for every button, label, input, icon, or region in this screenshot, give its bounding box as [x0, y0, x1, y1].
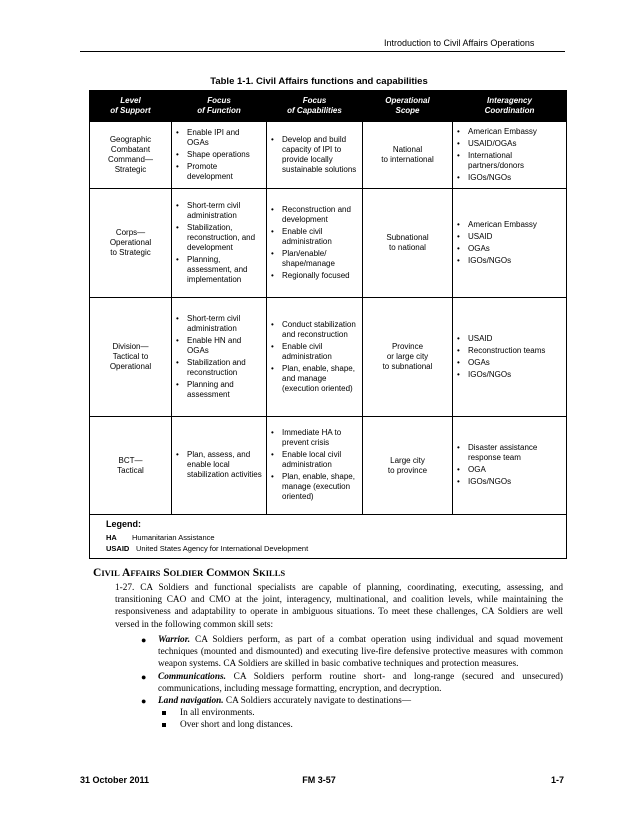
list-item: • Enable local civil administration: [270, 450, 359, 470]
list-item: • Planning, assessment, and implementation: [175, 255, 263, 285]
legend-row: [90, 515, 567, 559]
bullet-icon: ●: [141, 635, 147, 645]
list-item: • International partners/donors: [456, 151, 563, 171]
coordination-cell: [453, 122, 567, 189]
list-item: • American Embassy: [456, 127, 563, 137]
capabilities-cell: [267, 417, 363, 515]
capabilities-cell: [267, 189, 363, 298]
list-item: • Short-term civil administration: [175, 201, 263, 221]
bullet-icon: ●: [141, 671, 147, 682]
scope-cell: Province or large city to subnational: [363, 298, 453, 417]
list-item: • IGOs/NGOs: [456, 477, 563, 487]
column-header: Focus of Function: [172, 91, 267, 122]
skills-list: [140, 634, 563, 732]
legend-title: Legend:: [106, 519, 141, 529]
list-item: • Disaster assistance response team: [456, 443, 563, 463]
list-item: • Stabilization and reconstruction: [175, 358, 263, 378]
capabilities-cell: [267, 122, 363, 189]
coordination-cell: [453, 189, 567, 298]
section-heading: CIVIL AFFAIRS SOLDIER COMMON SKILLS: [93, 567, 286, 579]
list-item: • Enable civil administration: [270, 227, 359, 247]
list-item: • Regionally focused: [270, 271, 359, 281]
column-header: Focus of Capabilities: [267, 91, 363, 122]
list-item: • USAID: [456, 334, 563, 344]
table-legend: [90, 515, 567, 559]
square-bullet-icon: [162, 711, 166, 715]
function-cell: [172, 189, 267, 298]
list-item: • USAID/OGAs: [456, 139, 563, 149]
header-rule: [80, 51, 565, 52]
running-header: Introduction to Civil Affairs Operations: [384, 38, 535, 48]
scope-cell: Subnational to national: [363, 189, 453, 298]
function-cell: [172, 122, 267, 189]
table-row: [90, 122, 567, 189]
coordination-cell: [453, 298, 567, 417]
table-row: [90, 298, 567, 417]
list-item: • Develop and build capacity of IPI to provide locally sustainable solutions: [270, 135, 359, 175]
coordination-cell: [453, 417, 567, 515]
list-item: • Planning and assessment: [175, 380, 263, 400]
list-item: • Plan, enable, shape, and manage (execution oriented): [270, 364, 359, 394]
capabilities-table: [89, 90, 567, 559]
paragraph-1-27: 1-27. CA Soldiers and functional specialists are capable of planning, coordinating, executing, assessing, and transitioning CAO and CMO at the joint, interagency, multinational, and coalition levels, while maintaining the responsiveness and adaptability to operate in ambiguous situations. To meet these challenges, CA Soldiers are well versed in the following common skill sets:: [115, 583, 563, 630]
scope-cell: National to international: [363, 122, 453, 189]
sub-list-item: In all environments.: [140, 707, 563, 719]
list-item: • USAID: [456, 232, 563, 242]
list-item: • Reconstruction teams: [456, 346, 563, 356]
level-cell: BCT— Tactical: [90, 417, 172, 515]
level-cell: Geographic Combatant Command— Strategic: [90, 122, 172, 189]
list-item: • Enable civil administration: [270, 342, 359, 362]
column-header: Level of Support: [90, 91, 172, 122]
footer-publication: FM 3-57: [302, 775, 336, 785]
list-item: • Short-term civil administration: [175, 314, 263, 334]
list-item: • Plan, assess, and enable local stabilization activities: [175, 450, 263, 480]
list-item: • Conduct stabilization and reconstruction: [270, 320, 359, 340]
list-item: • Reconstruction and development: [270, 205, 359, 225]
function-cell: [172, 417, 267, 515]
table-row: [90, 417, 567, 515]
level-cell: Corps— Operational to Strategic: [90, 189, 172, 298]
list-item: • Plan/enable/ shape/manage: [270, 249, 359, 269]
footer-date: 31 October 2011: [80, 775, 150, 785]
list-item: • Promote development: [175, 162, 263, 182]
list-item: • IGOs/NGOs: [456, 173, 563, 183]
list-item: • Immediate HA to prevent crisis: [270, 428, 359, 448]
list-item: • OGA: [456, 465, 563, 475]
list-item: • OGAs: [456, 358, 563, 368]
bullet-icon: ●: [141, 696, 147, 707]
table-header-row: [90, 91, 567, 122]
function-cell: [172, 298, 267, 417]
capabilities-cell: [267, 298, 363, 417]
table-row: [90, 189, 567, 298]
square-bullet-icon: [162, 723, 166, 727]
legend-entry: HA Humanitarian Assistance: [106, 533, 215, 542]
list-item: • IGOs/NGOs: [456, 370, 563, 380]
list-item: • American Embassy: [456, 220, 563, 230]
level-cell: Division— Tactical to Operational: [90, 298, 172, 417]
list-item: • Plan, enable, shape, manage (execution oriented): [270, 472, 359, 502]
list-item: ● Communications. CA Soldiers perform routine short- and long-range (secured and unsecured) communications, including message formatting, encryption, and decryption.: [141, 671, 563, 694]
column-header: Operational Scope: [363, 91, 453, 122]
list-item: ● Warrior. CA Soldiers perform, as part of a combat operation using individual and squad movement techniques (mounted and dismounted) and executing live-fire defensive protective measures with common weapon systems. CA Soldiers are skilled in basic combative techniques and protection measures.: [141, 635, 563, 670]
list-item: • Shape operations: [175, 150, 263, 160]
list-item: • Enable IPI and OGAs: [175, 128, 263, 148]
table-caption: Table 1-1. Civil Affairs functions and capabilities: [210, 76, 428, 87]
list-item: • IGOs/NGOs: [456, 256, 563, 266]
list-item: • Stabilization, reconstruction, and development: [175, 223, 263, 253]
list-item: • OGAs: [456, 244, 563, 254]
column-header: Interagency Coordination: [453, 91, 567, 122]
footer-page-number: 1-7: [550, 775, 564, 785]
list-item: • Enable HN and OGAs: [175, 336, 263, 356]
scope-cell: Large city to province: [363, 417, 453, 515]
list-item: ● Land navigation. CA Soldiers accurately navigate to destinations—: [141, 696, 412, 707]
legend-entry: USAID United States Agency for International Development: [106, 544, 309, 553]
sub-list-item: Over short and long distances.: [140, 719, 563, 731]
